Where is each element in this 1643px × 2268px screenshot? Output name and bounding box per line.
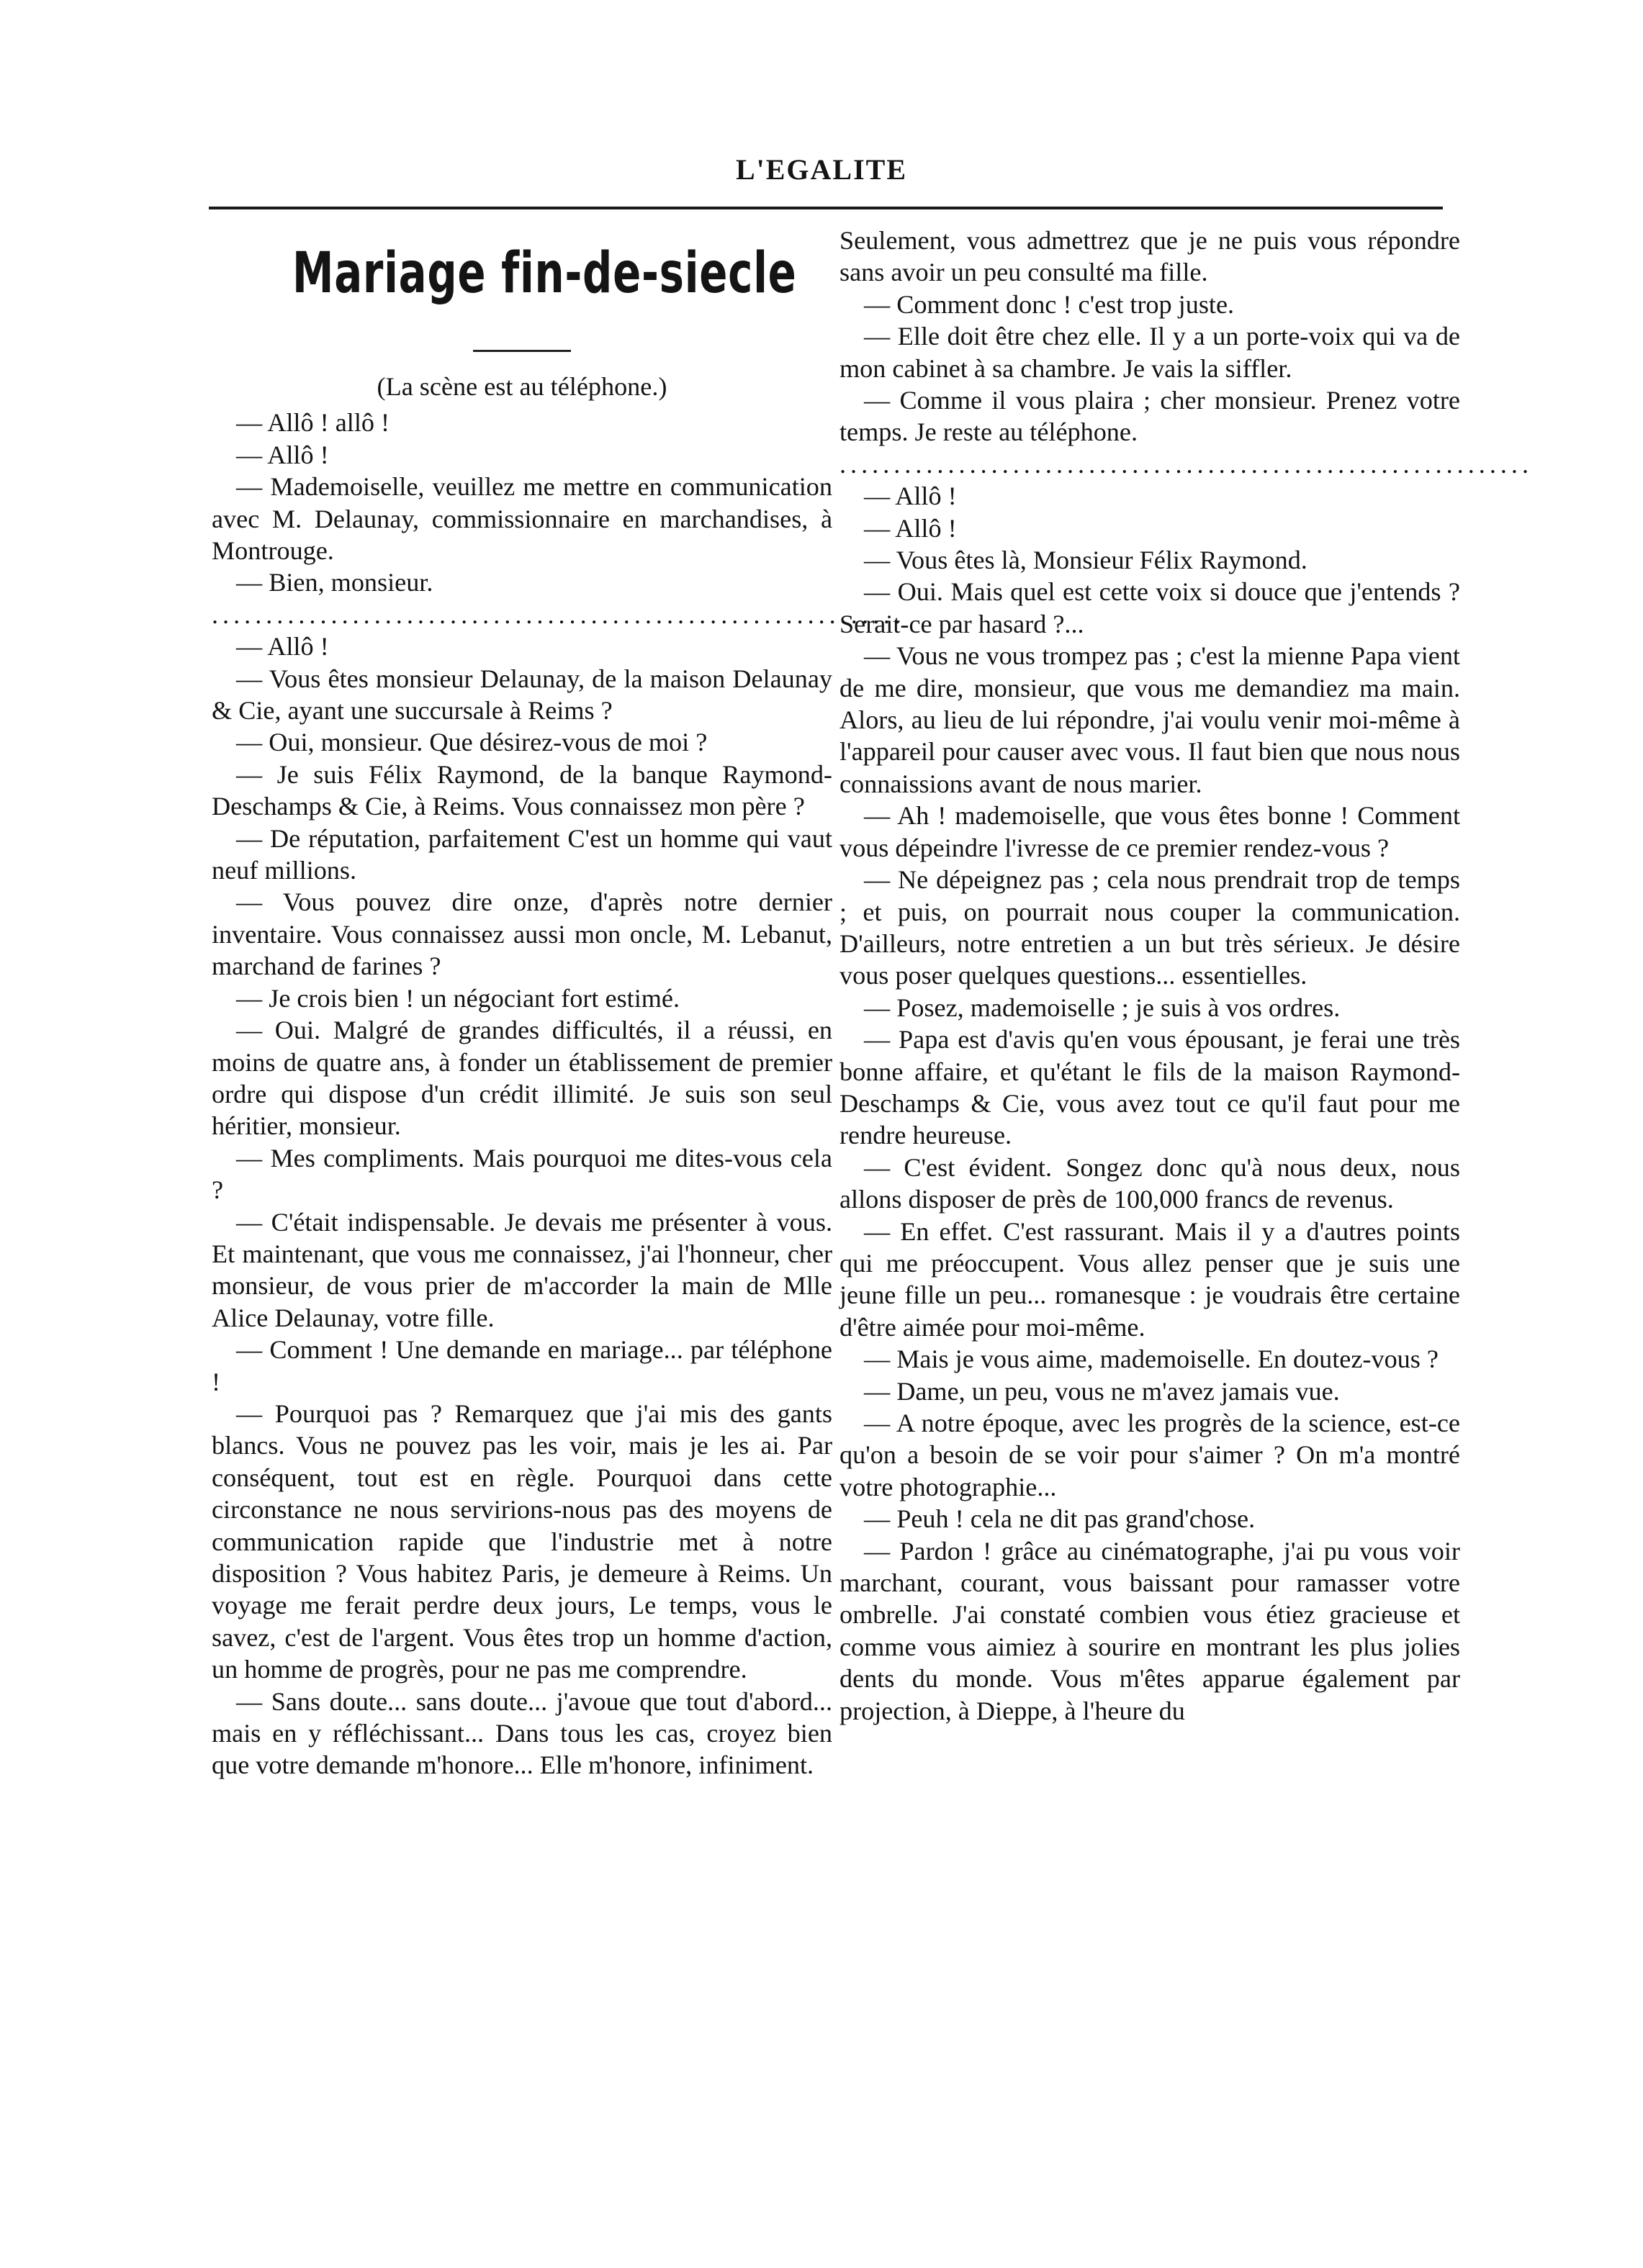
paragraph: — Ah ! mademoiselle, que vous êtes bonne ! Comment vous dépeindre l'ivresse de ce premier rendez-vous ?	[839, 801, 1460, 862]
paragraph: — En effet. C'est rassurant. Mais il y a d'autres points qui me préoccupent. Vous allez penser que je suis une jeune fille un peu... romanesque : je voudrais être certaine d'être aimée pour moi-même.	[839, 1216, 1460, 1342]
dotted-separator: ................................................................	[839, 449, 1533, 479]
paragraph: — Comment ! Une demande en mariage... par téléphone !	[212, 1335, 832, 1396]
paragraph: — Allô !	[236, 632, 329, 661]
paragraph: — Posez, mademoiselle ; je suis à vos ordres.	[864, 993, 1341, 1022]
paragraph: Seulement, vous admettrez que je ne puis vous répondre sans avoir un peu consulté ma fille.	[839, 226, 1460, 287]
paragraph: — Allô ! allô !	[236, 408, 390, 438]
paragraph: — C'était indispensable. Je devais me présenter à vous. Et maintenant, que vous me connaissez, j'ai l'honneur, cher monsieur, de vous prier de m'accorder la main de Mlle Alice Delaunay, votre fille.	[212, 1207, 832, 1332]
paragraph: — Je crois bien ! un négociant fort estimé.	[236, 983, 680, 1013]
paragraph: — Allô !	[864, 513, 957, 543]
paragraph: — Comme il vous plaira ; cher monsieur. Prenez votre temps. Je reste au téléphone.	[839, 386, 1460, 447]
paragraph: — Elle doit être chez elle. Il y a un porte-voix qui va de mon cabinet à sa chambre. Je vais la siffler.	[839, 322, 1460, 383]
right-column	[839, 225, 1533, 1727]
paragraph: — Vous êtes monsieur Delaunay, de la maison Delaunay & Cie, ayant une succursale à Reims ?	[212, 664, 832, 726]
stage-direction: (La scène est au téléphone.)	[377, 372, 667, 401]
paragraph: — Comment donc ! c'est trop juste.	[864, 289, 1235, 319]
paragraph: — Dame, un peu, vous ne m'avez jamais vue.	[864, 1376, 1340, 1406]
header-rule	[209, 207, 1443, 209]
paragraph: — Oui, monsieur. Que désirez-vous de moi ?	[236, 728, 708, 757]
paragraph: — Oui. Malgré de grandes difficultés, il a réussi, en moins de quatre ans, à fonder un établissement de premier ordre qui dispose d'un crédit illimité. Je suis son seul héritier, monsieur.	[212, 1016, 832, 1141]
paragraph: — Vous êtes là, Monsieur Félix Raymond.	[864, 546, 1307, 575]
paragraph: — Oui. Mais quel est cette voix si douce que j'entends ? Serait-ce par hasard ?...	[839, 577, 1460, 638]
paragraph: — Allô !	[236, 440, 329, 469]
paragraph: — Peuh ! cela ne dit pas grand'chose.	[864, 1504, 1256, 1534]
paragraph: — Papa est d'avis qu'en vous épousant, je ferai une très bonne affaire, et qu'étant le fils de la maison Raymond-Deschamps & Cie, vous avez tout ce qu'il faut pour me rendre heureuse.	[839, 1025, 1460, 1150]
paragraph: — Allô !	[864, 482, 957, 511]
paragraph: — Je suis Félix Raymond, de la banque Raymond-Deschamps & Cie, à Reims. Vous connaissez mon père ?	[212, 759, 832, 821]
paragraph: — Bien, monsieur.	[236, 568, 433, 597]
paragraph: — Ne dépeignez pas ; cela nous prendrait trop de temps ; et puis, on pourrait nous couper la communication. D'ailleurs, notre entretien a un but très sérieux. Je désire vous poser quelques questions... essentielles.	[839, 865, 1460, 990]
paragraph: — Vous pouvez dire onze, d'après notre dernier inventaire. Vous connaissez aussi mon oncle, M. Lebanut, marchand de farines ?	[212, 887, 832, 981]
dotted-separator: ................................................................	[212, 600, 905, 629]
paragraph: — De réputation, parfaitement C'est un homme qui vaut neuf millions.	[212, 823, 832, 885]
paragraph: — Mademoiselle, veuillez me mettre en communication avec M. Delaunay, commissionnaire en marchandises, à Montrouge.	[212, 472, 832, 566]
article-title: Mariage fin-de-siecle	[292, 241, 797, 306]
page-header-title: L'EGALITE	[735, 153, 908, 186]
paragraph: — Mais je vous aime, mademoiselle. En doutez-vous ?	[864, 1345, 1439, 1374]
left-column	[212, 225, 905, 1781]
paragraph: — Pardon ! grâce au cinématographe, j'ai pu vous voir marchant, courant, vous baissant pour ramasser votre ombrelle. J'ai constaté combien vous étiez gracieuse et comme vous aimiez à sourire en montrant les plus jolies dents du monde. Vous m'êtes apparue également par projection, à Dieppe, à l'heure du	[839, 1536, 1460, 1725]
paragraph: — Vous ne vous trompez pas ; c'est la mienne Papa vient de me dire, monsieur, que vous me demandiez ma main. Alors, au lieu de lui répondre, j'ai voulu venir moi-même à l'appareil pour causer avec vous. Il faut bien que nous nous connaissions avant de nous marier.	[839, 641, 1460, 798]
paragraph: — A notre époque, avec les progrès de la science, est-ce qu'on a besoin de se voir pour s'aimer ? On m'a montré votre photographie...	[839, 1409, 1460, 1501]
paragraph: — Sans doute... sans doute... j'avoue que tout d'abord... mais en y réfléchissant... Dans tous les cas, croyez bien que votre demande m'honore... Elle m'honore, infiniment.	[212, 1686, 832, 1780]
paragraph: — C'est évident. Songez donc qu'à nous deux, nous allons disposer de près de 100,000 francs de revenus.	[839, 1152, 1460, 1214]
paragraph: — Pourquoi pas ? Remarquez que j'ai mis des gants blancs. Vous ne pouvez pas les voir, mais je les ai. Par conséquent, tout est en règle. Pourquoi dans cette circonstance ne nous servirions-nous pas des moyens de communication rapide que l'industrie met à notre disposition ? Vous habitez Paris, je demeure à Reims. Un voyage me ferait perdre deux jours, Le temps, vous le savez, c'est de l'argent. Vous êtes trop un homme d'action, un homme de progrès, pour ne pas me comprendre.	[212, 1399, 832, 1684]
paragraph: — Mes compliments. Mais pourquoi me dites-vous cela ?	[212, 1143, 832, 1205]
title-divider	[473, 350, 571, 352]
